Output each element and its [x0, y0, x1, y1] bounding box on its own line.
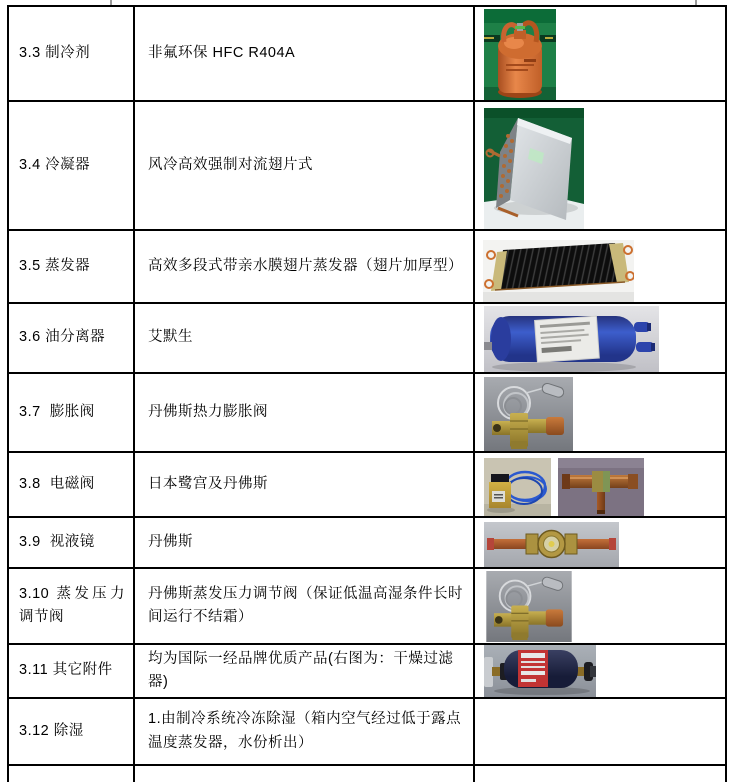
photo-cell — [474, 230, 726, 303]
desc-cell — [134, 303, 474, 373]
desc-cell — [134, 6, 474, 101]
evaporating-pressure-regulator-photo — [484, 571, 574, 642]
item-label: 3.5 蒸发器 — [19, 257, 91, 274]
item-cell — [8, 698, 134, 765]
sight-glass-photo — [484, 522, 619, 567]
item-cell — [8, 452, 134, 517]
desc-cell — [134, 101, 474, 230]
photo-cell — [474, 568, 726, 644]
photo-cell — [474, 373, 726, 452]
solenoid-valve-photo — [558, 458, 644, 517]
desc-cell — [134, 765, 474, 782]
item-cell — [8, 568, 134, 644]
desc-text: 风冷高效强制对流翅片式 — [148, 156, 313, 173]
photo-cell — [474, 101, 726, 230]
item-cell — [8, 373, 134, 452]
photo-cell — [474, 517, 726, 568]
air-cooled-condenser-photo — [484, 108, 584, 230]
desc-cell — [134, 698, 474, 765]
thermal-expansion-valve-photo — [484, 377, 573, 451]
table-row — [8, 303, 726, 373]
table-row — [8, 373, 726, 452]
desc-cell — [134, 644, 474, 698]
table-row — [8, 568, 726, 644]
finned-evaporator-photo — [483, 240, 634, 302]
refrigerant-tank-photo — [484, 9, 556, 100]
desc-cell — [134, 230, 474, 303]
desc-text: 1.由制冷系统冷冻除湿（箱内空气经过低于露点温度蒸发器，水份析出） — [148, 711, 462, 751]
desc-text: 非氟环保 HFC R404A — [148, 44, 296, 61]
desc-text: 均为国际一经品牌优质产品(右图为：干燥过滤器) — [148, 650, 454, 690]
desc-text: 日本鹭宫及丹佛斯 — [148, 475, 268, 492]
table-row — [8, 765, 726, 782]
desc-cell — [134, 373, 474, 452]
photo-cell — [474, 765, 726, 782]
item-label: 3.8 电磁阀 — [19, 475, 95, 492]
components-table — [7, 5, 727, 782]
desc-text: 艾默生 — [148, 329, 193, 346]
filter-drier-photo — [484, 645, 596, 698]
item-cell — [8, 517, 134, 568]
item-cell — [8, 644, 134, 698]
item-label: 3.12 除湿 — [19, 722, 84, 739]
photo-cell — [474, 698, 726, 765]
photo-cell — [474, 303, 726, 373]
item-cell — [8, 230, 134, 303]
desc-text: 丹佛斯 — [148, 533, 193, 550]
photo-cell — [474, 6, 726, 101]
item-label: 3.9 视液镜 — [19, 533, 95, 550]
table-row — [8, 230, 726, 303]
item-cell — [8, 6, 134, 101]
item-cell — [8, 101, 134, 230]
table-row — [8, 644, 726, 698]
photo-cell — [474, 452, 726, 517]
desc-text: 丹佛斯热力膨胀阀 — [148, 403, 268, 420]
table-row — [8, 452, 726, 517]
item-label: 3.6 油分离器 — [19, 329, 106, 346]
desc-cell — [134, 517, 474, 568]
solenoid-coil-photo — [484, 458, 551, 517]
item-cell — [8, 303, 134, 373]
table-row — [8, 6, 726, 101]
table-row — [8, 698, 726, 765]
table-row — [8, 101, 726, 230]
item-label: 3.7 膨胀阀 — [19, 403, 95, 420]
desc-text: 高效多段式带亲水膜翅片蒸发器（翅片加厚型） — [148, 257, 463, 274]
desc-text: 丹佛斯蒸发压力调节阀（保证低温高湿条件长时间运行不结霜） — [148, 585, 463, 625]
item-cell — [8, 765, 134, 782]
desc-cell — [134, 568, 474, 644]
item-label: 3.10 蒸发压力调节阀 — [19, 585, 125, 625]
item-label: 3.4 冷凝器 — [19, 156, 91, 173]
item-label: 3.3 制冷剂 — [19, 44, 91, 61]
table-row — [8, 517, 726, 568]
item-label: 3.11 其它附件 — [19, 662, 113, 679]
desc-cell — [134, 452, 474, 517]
oil-separator-photo — [484, 306, 659, 373]
photo-cell — [474, 644, 726, 698]
